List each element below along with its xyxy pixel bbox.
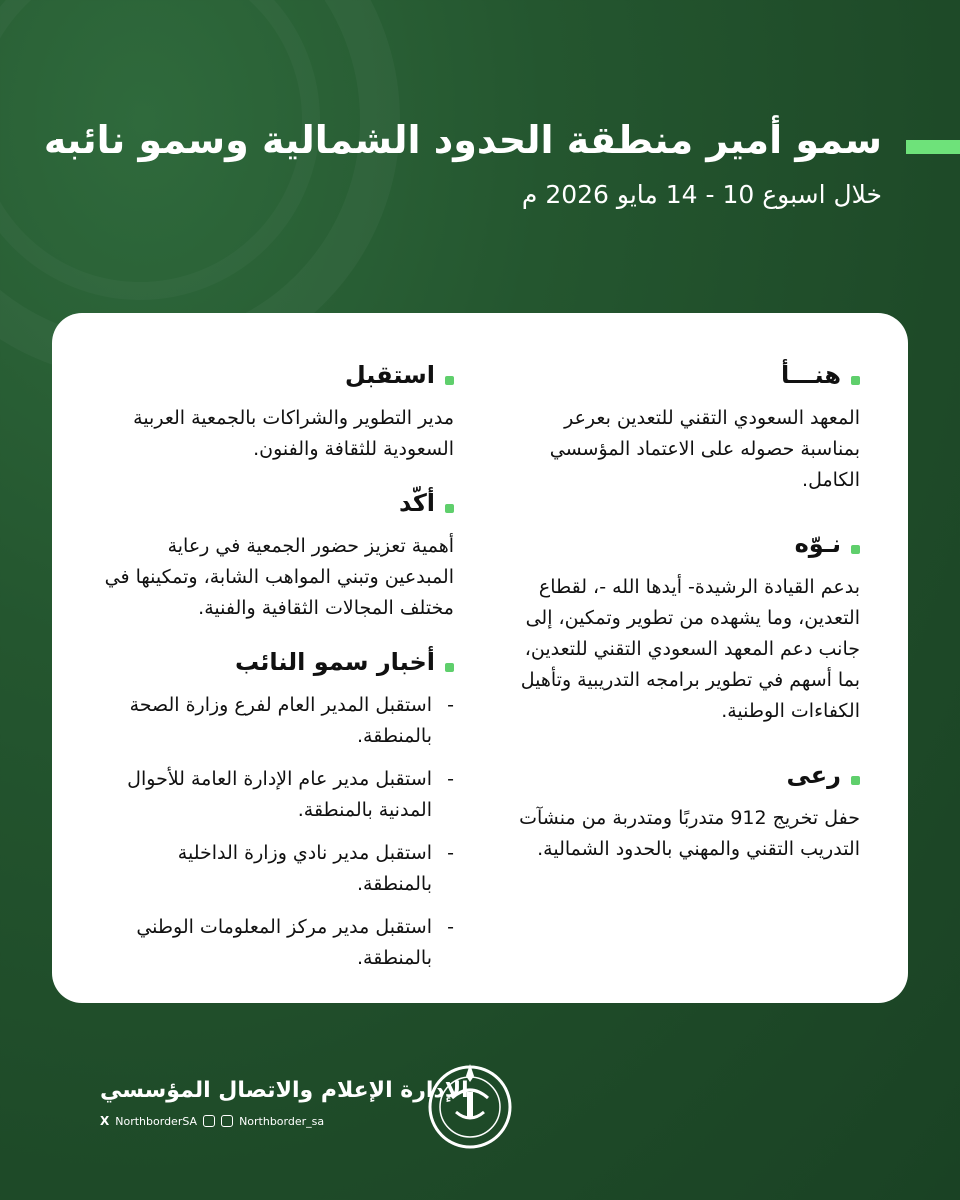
ig-snap-handle[interactable]: Northborder_sa — [239, 1114, 325, 1128]
header-accent-bar — [906, 140, 960, 154]
left-column — [104, 361, 454, 998]
snapchat-icon — [221, 1115, 233, 1127]
section-body: حفل تخريج 912 متدربًا ومتدربة من منشآت التدريب التقني والمهني بالحدود الشمالية. — [519, 807, 860, 860]
deputy-news-list — [104, 690, 454, 974]
section-heading: استقبل — [344, 361, 435, 389]
social-handles — [100, 1114, 324, 1128]
bullet-dot-icon — [851, 545, 860, 554]
page-title: سمو أمير منطقة الحدود الشمالية وسمو نائبه — [43, 118, 882, 162]
bullet-dot-icon — [445, 663, 454, 672]
section-body: المعهد السعودي التقني للتعدين بعرعر بمناسبة حصوله على الاعتماد المؤسسي الكامل. — [549, 407, 860, 491]
bullet-dot-icon — [851, 376, 860, 385]
content-card — [52, 313, 908, 1003]
footer-brand: الإدارة الإعلام والاتصال المؤسسي — [100, 1078, 469, 1103]
section-heading: نـوّه — [794, 530, 841, 558]
bullet-dot-icon — [445, 504, 454, 513]
section-congratulated — [510, 361, 860, 496]
section-sponsored — [510, 761, 860, 865]
dash-bullet: - — [447, 768, 454, 790]
list-item: - استقبل مدير نادي وزارة الداخلية بالمنطقة. — [104, 838, 454, 900]
bullet-dot-icon — [445, 376, 454, 385]
instagram-icon — [203, 1115, 215, 1127]
right-column — [510, 361, 860, 899]
list-item: - استقبل المدير العام لفرع وزارة الصحة بالمنطقة. — [104, 690, 454, 752]
bullet-dot-icon — [851, 776, 860, 785]
footer — [0, 1040, 960, 1190]
x-handle[interactable]: NorthborderSA — [115, 1114, 198, 1128]
section-body: أهمية تعزيز حضور الجمعية في رعاية المبدعين وتبني المواهب الشابة، وتمكينها في مختلف المجالات الثقافية والفنية. — [104, 535, 454, 619]
list-item: - استقبل مدير مركز المعلومات الوطني بالمنطقة. — [104, 912, 454, 974]
section-heading: أكّد — [398, 489, 435, 517]
section-praised — [510, 530, 860, 727]
dash-bullet: - — [447, 842, 454, 864]
list-item: - استقبل مدير عام الإدارة العامة للأحوال المدنية بالمنطقة. — [104, 764, 454, 826]
section-emphasized — [104, 489, 454, 624]
section-heading: أخبار سمو النائب — [234, 648, 435, 676]
x-icon: X — [100, 1114, 110, 1128]
section-body: مدير التطوير والشراكات بالجمعية العربية السعودية للثقافة والفنون. — [133, 407, 454, 460]
page-subtitle: خلال اسبوع 10 - 14 مايو 2026 م — [521, 180, 882, 209]
section-received — [104, 361, 454, 465]
section-deputy-news — [104, 648, 454, 974]
dash-bullet: - — [447, 694, 454, 716]
section-heading: هنـــأ — [780, 361, 841, 389]
section-heading: رعى — [786, 761, 841, 789]
header — [43, 118, 960, 238]
dash-bullet: - — [447, 916, 454, 938]
section-body: بدعم القيادة الرشيدة- أيدها الله -، لقطاع التعدين، وما يشهده من تطوير وتمكين، إلى جانب دعم المعهد السعودي التقني للتعدين، بما أسهم في تطوير برامجه التدريبية وتأهيل الكفاءات الوطنية. — [520, 576, 860, 722]
